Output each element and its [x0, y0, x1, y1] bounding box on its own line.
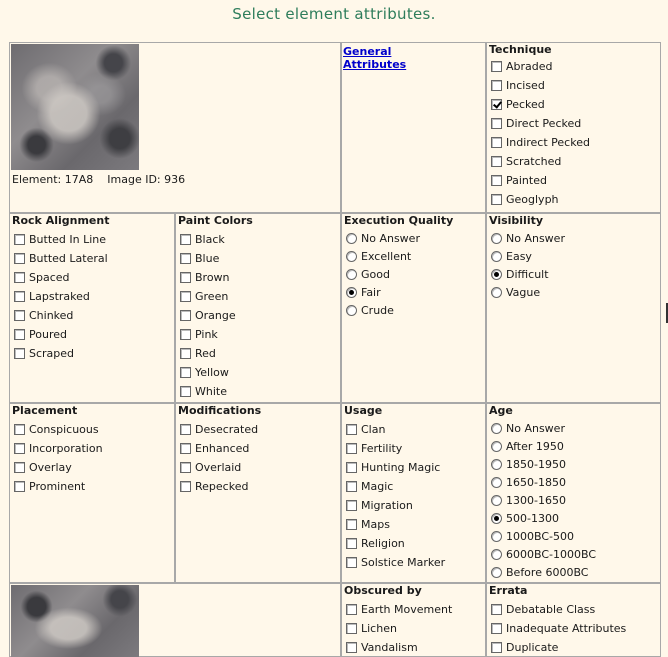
option-label: Vandalism: [361, 641, 418, 654]
option-label: Good: [361, 268, 390, 281]
paint-colors-option[interactable]: [180, 347, 216, 363]
option-label: Lichen: [361, 622, 397, 635]
errata-group: [486, 583, 661, 657]
placement-heading: Placement: [12, 404, 78, 417]
option-label: Spaced: [29, 271, 70, 284]
option-label: Enhanced: [195, 442, 250, 455]
technique-option[interactable]: [491, 136, 590, 152]
option-label: Debatable Class: [506, 603, 596, 616]
option-label: Clan: [361, 423, 386, 436]
option-label: Orange: [195, 309, 236, 322]
rock-alignment-heading: Rock Alignment: [12, 214, 110, 227]
option-label: Inadequate Attributes: [506, 622, 627, 635]
age-group: [486, 403, 661, 583]
obscured-by-group: [341, 583, 486, 657]
option-label: Magic: [361, 480, 394, 493]
option-label: Lapstraked: [29, 290, 90, 303]
radio-button[interactable]: [491, 233, 502, 244]
checkbox[interactable]: [14, 272, 25, 283]
option-label: Prominent: [29, 480, 86, 493]
technique-option[interactable]: [491, 117, 581, 133]
option-label: Migration: [361, 499, 413, 512]
option-label: Crude: [361, 304, 394, 317]
checkbox[interactable]: [491, 156, 502, 167]
radio-button[interactable]: [491, 549, 502, 560]
option-label: Maps: [361, 518, 390, 531]
general-link-line1: General: [343, 45, 392, 58]
checkbox[interactable]: [180, 386, 191, 397]
checkbox[interactable]: [346, 604, 357, 615]
checkbox[interactable]: [346, 623, 357, 634]
general-attributes-cell: [341, 42, 486, 213]
checkbox[interactable]: [180, 443, 191, 454]
age-option[interactable]: [491, 494, 566, 510]
modifications-option[interactable]: [180, 480, 248, 496]
option-label: Easy: [506, 250, 532, 263]
radio-button[interactable]: [491, 567, 502, 578]
radio-button[interactable]: [346, 287, 357, 298]
checkbox[interactable]: [14, 462, 25, 473]
radio-button[interactable]: [491, 459, 502, 470]
age-option[interactable]: [491, 566, 589, 582]
checkbox[interactable]: [346, 642, 357, 653]
checkbox[interactable]: [180, 367, 191, 378]
option-label: Butted In Line: [29, 233, 107, 246]
checkbox[interactable]: [14, 234, 25, 245]
checkbox[interactable]: [346, 443, 357, 454]
execution-quality-option[interactable]: [346, 268, 390, 284]
paint-colors-option[interactable]: [180, 290, 228, 306]
checkbox[interactable]: [346, 500, 357, 511]
element-image-cell-2: [9, 583, 341, 657]
radio-button[interactable]: [491, 251, 502, 262]
technique-option[interactable]: [491, 98, 545, 114]
radio-button[interactable]: [491, 477, 502, 488]
radio-button[interactable]: [346, 305, 357, 316]
checkbox[interactable]: [180, 253, 191, 264]
usage-option[interactable]: [346, 518, 390, 534]
checkbox[interactable]: [346, 538, 357, 549]
checkbox[interactable]: [346, 424, 357, 435]
option-label: 500-1300: [506, 512, 559, 525]
option-label: Overlay: [29, 461, 72, 474]
option-label: Yellow: [195, 366, 229, 379]
execution-quality-heading: Execution Quality: [344, 214, 454, 227]
option-label: Scraped: [29, 347, 75, 360]
radio-button[interactable]: [491, 287, 502, 298]
paint-colors-group: [175, 213, 341, 403]
option-label: Solstice Marker: [361, 556, 446, 569]
usage-option[interactable]: [346, 442, 402, 458]
option-label: White: [195, 385, 227, 398]
rock-alignment-option[interactable]: [14, 271, 70, 287]
placement-option[interactable]: [14, 461, 72, 477]
technique-option[interactable]: [491, 79, 545, 95]
errata-option[interactable]: [491, 622, 626, 638]
checkbox[interactable]: [491, 604, 502, 615]
execution-quality-option[interactable]: [346, 232, 420, 248]
rock-alignment-option[interactable]: [14, 252, 108, 268]
paint-colors-option[interactable]: [180, 366, 229, 382]
option-label: Indirect Pecked: [506, 136, 590, 149]
errata-option[interactable]: [491, 641, 558, 657]
paint-colors-option[interactable]: [180, 271, 230, 287]
option-label: Fertility: [361, 442, 403, 455]
technique-option[interactable]: [491, 155, 561, 171]
checkbox[interactable]: [14, 291, 25, 302]
option-label: Duplicate: [506, 641, 559, 654]
visibility-group: [486, 213, 661, 403]
option-label: Scratched: [506, 155, 562, 168]
option-label: After 1950: [506, 440, 564, 453]
option-label: 1850-1950: [506, 458, 566, 471]
radio-button[interactable]: [491, 423, 502, 434]
usage-heading: Usage: [344, 404, 383, 417]
option-label: Religion: [361, 537, 405, 550]
element-image-cell: [9, 42, 341, 213]
age-option[interactable]: [491, 476, 566, 492]
option-label: Painted: [506, 174, 547, 187]
technique-heading: Technique: [489, 43, 552, 56]
general-attributes-link[interactable]: [343, 45, 406, 71]
checkbox[interactable]: [14, 481, 25, 492]
option-label: Before 6000BC: [506, 566, 589, 579]
paint-colors-option[interactable]: [180, 252, 219, 268]
execution-quality-option[interactable]: [346, 304, 394, 320]
paint-colors-option[interactable]: [180, 233, 225, 249]
checkbox[interactable]: [491, 99, 502, 110]
option-label: 1000BC-500: [506, 530, 574, 543]
element-caption: [12, 173, 185, 186]
usage-option[interactable]: [346, 480, 393, 496]
option-label: Fair: [361, 286, 381, 299]
checkbox[interactable]: [180, 291, 191, 302]
placement-option[interactable]: [14, 480, 85, 496]
technique-group: [486, 42, 661, 213]
obscured-by-heading: Obscured by: [344, 584, 422, 597]
visibility-option[interactable]: [491, 232, 565, 248]
placement-option[interactable]: [14, 423, 99, 439]
checkbox[interactable]: [346, 557, 357, 568]
option-label: No Answer: [506, 232, 565, 245]
usage-group: [341, 403, 486, 583]
execution-quality-option[interactable]: [346, 286, 381, 302]
radio-button[interactable]: [491, 513, 502, 524]
element-thumbnail-2[interactable]: [11, 585, 139, 657]
option-label: Conspicuous: [29, 423, 99, 436]
image-id-label: Image ID: 936: [107, 173, 186, 186]
checkbox[interactable]: [491, 80, 502, 91]
option-label: Poured: [29, 328, 67, 341]
rock-alignment-option[interactable]: [14, 328, 67, 344]
option-label: Blue: [195, 252, 220, 265]
option-label: Repecked: [195, 480, 249, 493]
option-label: Pink: [195, 328, 218, 341]
age-option[interactable]: [491, 530, 574, 546]
general-link-line2: Attributes: [343, 58, 407, 71]
checkbox[interactable]: [180, 272, 191, 283]
checkbox[interactable]: [180, 348, 191, 359]
visibility-option[interactable]: [491, 268, 549, 284]
checkbox[interactable]: [491, 194, 502, 205]
page-title: Select element attributes.: [232, 5, 436, 23]
option-label: Geoglyph: [506, 193, 559, 206]
option-label: Excellent: [361, 250, 412, 263]
rock-alignment-option[interactable]: [14, 233, 106, 249]
age-option[interactable]: [491, 512, 559, 528]
modifications-option[interactable]: [180, 442, 249, 458]
execution-quality-group: [341, 213, 486, 403]
option-label: Direct Pecked: [506, 117, 582, 130]
option-label: Incorporation: [29, 442, 103, 455]
checkbox[interactable]: [491, 175, 502, 186]
checkbox[interactable]: [14, 443, 25, 454]
usage-option[interactable]: [346, 556, 445, 572]
radio-button[interactable]: [491, 531, 502, 542]
checkbox[interactable]: [491, 118, 502, 129]
obscured-by-option[interactable]: [346, 641, 418, 657]
execution-quality-option[interactable]: [346, 250, 411, 266]
option-label: Abraded: [506, 60, 553, 73]
option-label: Vague: [506, 286, 541, 299]
option-label: No Answer: [506, 422, 565, 435]
checkbox[interactable]: [491, 61, 502, 72]
modifications-heading: Modifications: [178, 404, 262, 417]
option-label: Hunting Magic: [361, 461, 441, 474]
placement-option[interactable]: [14, 442, 103, 458]
option-label: Difficult: [506, 268, 549, 281]
paint-colors-option[interactable]: [180, 328, 218, 344]
radio-button[interactable]: [491, 441, 502, 452]
checkbox[interactable]: [491, 137, 502, 148]
paint-colors-heading: Paint Colors: [178, 214, 253, 227]
checkbox[interactable]: [180, 481, 191, 492]
rock-alignment-option[interactable]: [14, 347, 74, 363]
option-label: Brown: [195, 271, 230, 284]
usage-option[interactable]: [346, 537, 405, 553]
checkbox[interactable]: [180, 329, 191, 340]
checkbox[interactable]: [14, 424, 25, 435]
rock-alignment-option[interactable]: [14, 290, 90, 306]
element-label: Element: 17A8: [12, 173, 94, 186]
option-label: Incised: [506, 79, 545, 92]
age-option[interactable]: [491, 440, 564, 456]
radio-button[interactable]: [491, 495, 502, 506]
option-label: Black: [195, 233, 225, 246]
checkbox[interactable]: [14, 253, 25, 264]
checkbox[interactable]: [180, 424, 191, 435]
radio-button[interactable]: [491, 269, 502, 280]
checkbox[interactable]: [346, 519, 357, 530]
option-label: Chinked: [29, 309, 74, 322]
age-option[interactable]: [491, 422, 565, 438]
age-option[interactable]: [491, 548, 596, 564]
radio-button[interactable]: [346, 251, 357, 262]
element-thumbnail[interactable]: [11, 44, 139, 170]
modifications-group: [175, 403, 341, 583]
modifications-option[interactable]: [180, 423, 258, 439]
option-label: Overlaid: [195, 461, 242, 474]
rock-alignment-group: [9, 213, 175, 403]
checkbox[interactable]: [346, 462, 357, 473]
technique-option[interactable]: [491, 193, 559, 209]
radio-button[interactable]: [346, 269, 357, 280]
technique-option[interactable]: [491, 174, 547, 190]
option-label: 1650-1850: [506, 476, 566, 489]
checkbox[interactable]: [346, 481, 357, 492]
errata-heading: Errata: [489, 584, 528, 597]
radio-button[interactable]: [346, 233, 357, 244]
option-label: Desecrated: [195, 423, 259, 436]
checkbox[interactable]: [180, 234, 191, 245]
usage-option[interactable]: [346, 499, 413, 515]
paint-colors-option[interactable]: [180, 309, 236, 325]
checkbox[interactable]: [180, 462, 191, 473]
paint-colors-option[interactable]: [180, 385, 227, 401]
obscured-by-option[interactable]: [346, 622, 397, 638]
option-label: 6000BC-1000BC: [506, 548, 597, 561]
visibility-option[interactable]: [491, 250, 532, 266]
usage-option[interactable]: [346, 423, 385, 439]
modifications-option[interactable]: [180, 461, 241, 477]
usage-option[interactable]: [346, 461, 440, 477]
option-label: Pecked: [506, 98, 545, 111]
technique-option[interactable]: [491, 60, 553, 76]
checkbox[interactable]: [14, 310, 25, 321]
checkbox[interactable]: [180, 310, 191, 321]
option-label: Green: [195, 290, 229, 303]
option-label: Red: [195, 347, 216, 360]
checkbox[interactable]: [491, 623, 502, 634]
age-heading: Age: [489, 404, 513, 417]
checkbox[interactable]: [14, 348, 25, 359]
age-option[interactable]: [491, 458, 566, 474]
option-label: 1300-1650: [506, 494, 566, 507]
placement-group: [9, 403, 175, 583]
visibility-heading: Visibility: [489, 214, 544, 227]
visibility-option[interactable]: [491, 286, 540, 302]
checkbox[interactable]: [491, 642, 502, 653]
errata-option[interactable]: [491, 603, 595, 619]
option-label: Butted Lateral: [29, 252, 108, 265]
option-label: Earth Movement: [361, 603, 453, 616]
checkbox[interactable]: [14, 329, 25, 340]
option-label: No Answer: [361, 232, 420, 245]
rock-alignment-option[interactable]: [14, 309, 73, 325]
obscured-by-option[interactable]: [346, 603, 452, 619]
